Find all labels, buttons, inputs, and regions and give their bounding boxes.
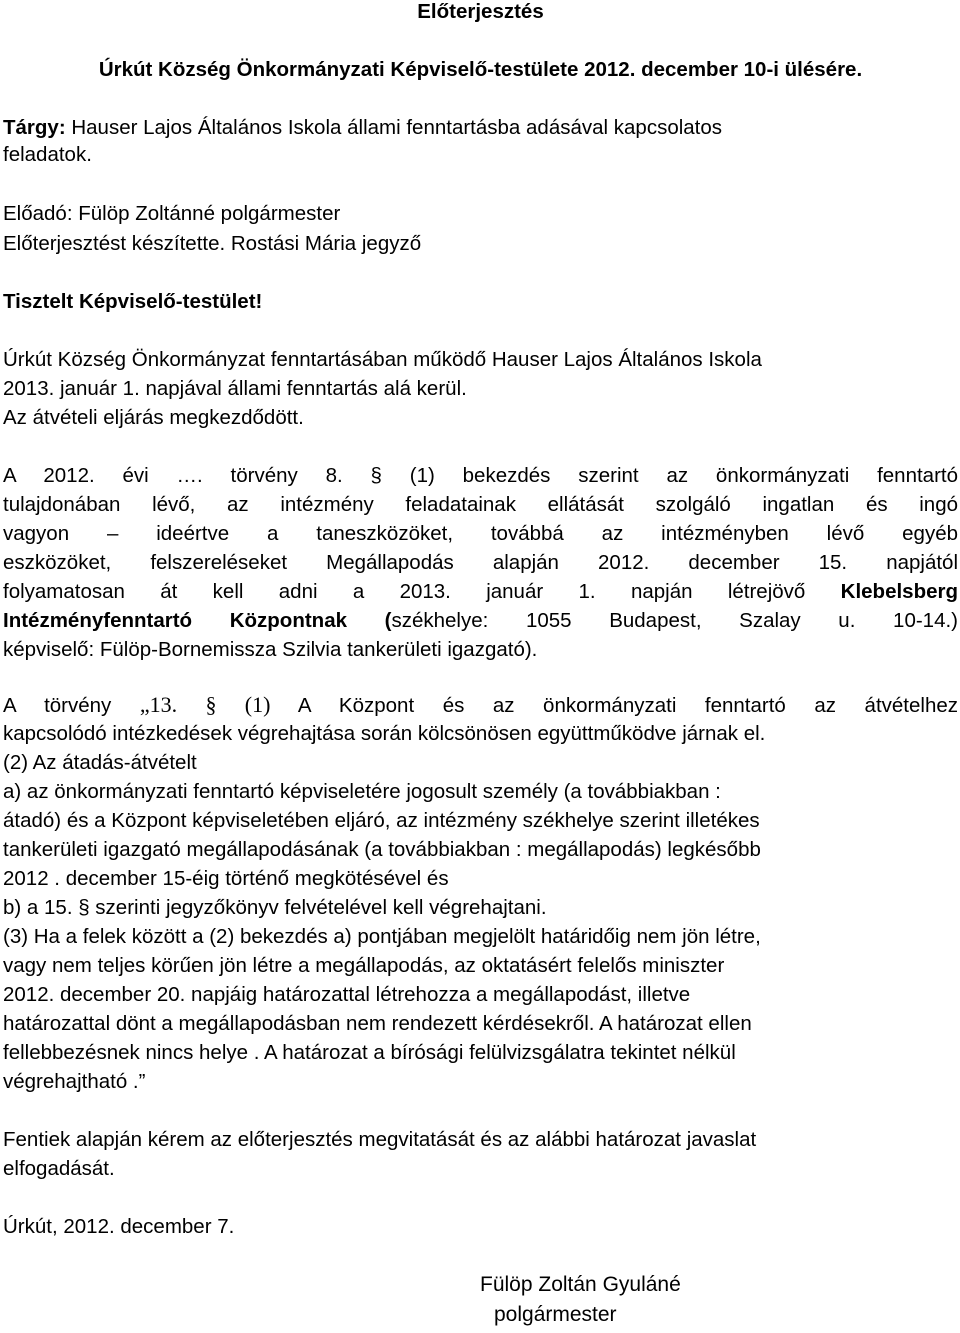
signatory-name: Fülöp Zoltán Gyuláné bbox=[480, 1273, 681, 1296]
paragraph-line bbox=[3, 580, 958, 604]
paragraph-line: kapcsolódó intézkedések végrehajtása során kölcsönösen együttműködve járnak el. bbox=[3, 722, 766, 745]
paragraph-line bbox=[3, 609, 958, 633]
signatory-title: polgármester bbox=[494, 1303, 617, 1326]
paragraph-text: A törvény bbox=[3, 694, 140, 717]
paragraph-line: eszközöket, felszereléseket Megállapodás alapján 2012. december 15. napjától bbox=[3, 551, 958, 574]
org-name-bold: Klebelsberg bbox=[805, 580, 958, 603]
paragraph-line: vagy nem teljes körűen jön létre a megállapodás, az oktatásért felelős miniszter bbox=[3, 954, 725, 977]
paragraph-line bbox=[3, 693, 958, 718]
paragraph-text: A Központ és az önkormányzati fenntartó az átvételhez bbox=[270, 694, 958, 717]
salutation: Tisztelt Képviselő-testület! bbox=[3, 290, 263, 313]
paragraph-line: 2012 . december 15-éig történő megkötésével és bbox=[3, 867, 449, 890]
subject-line bbox=[3, 116, 958, 140]
paragraph-line: határozattal dönt a megállapodásban nem rendezett kérdésekről. A határozat ellen bbox=[3, 1012, 752, 1035]
paragraph-line: b) a 15. § szerinti jegyzőkönyv felvételével kell végrehajtani. bbox=[3, 896, 547, 919]
paragraph-line: Úrkút Község Önkormányzat fenntartásában működő Hauser Lajos Általános Iskola bbox=[3, 348, 762, 371]
document-title: Előterjesztés bbox=[417, 0, 544, 23]
paragraph-line: 2013. január 1. napjával állami fenntartás alá kerül. bbox=[3, 377, 467, 400]
paragraph-line: vagyon – ideértve a taneszközöket, továbbá az intézményben lévő egyéb bbox=[3, 522, 958, 545]
paragraph-text: folyamatosan át kell adni a 2013. január 1. napján létrejövő bbox=[3, 580, 806, 603]
paragraph-line: fellebbezésnek nincs helye . A határozat a bírósági felülvizsgálatra tekintet nélkül bbox=[3, 1041, 736, 1064]
paragraph-line: 2012. december 20. napjáig határozattal létrehozza a megállapodást, illetve bbox=[3, 983, 691, 1006]
paragraph-line: a) az önkormányzati fenntartó képviseletére jogosult személy (a továbbiakban : bbox=[3, 780, 721, 803]
paragraph-line: végrehajtható .” bbox=[3, 1070, 146, 1093]
place-date: Úrkút, 2012. december 7. bbox=[3, 1215, 235, 1238]
subject-line-2: feladatok. bbox=[3, 143, 92, 166]
paragraph-line: (2) Az átadás-átvételt bbox=[3, 751, 197, 774]
paragraph-line: tankerületi igazgató megállapodásának (a továbbiakban : megállapodás) legkésőbb bbox=[3, 838, 761, 861]
org-name-bold: Intézményfenntartó Központnak ( bbox=[3, 609, 392, 632]
paragraph-line: átadó) és a Központ képviseletében eljáró, az intézmény székhelye szerint illetékes bbox=[3, 809, 760, 832]
paragraph-line: tulajdonában lévő, az intézmény feladatainak ellátását szolgáló ingatlan és ingó bbox=[3, 493, 958, 516]
paragraph-line: A 2012. évi …. törvény 8. § (1) bekezdés szerint az önkormányzati fenntartó bbox=[3, 464, 958, 487]
subject-label: Tárgy: bbox=[3, 116, 66, 139]
section-reference: „13. § (1) bbox=[139, 692, 271, 717]
presenter-line: Előadó: Fülöp Zoltánné polgármester bbox=[3, 202, 341, 225]
meeting-line: Úrkút Község Önkormányzati Képviselő-testülete 2012. december 10-i ülésére. bbox=[98, 58, 863, 81]
paragraph-line: képviselő: Fülöp-Bornemissza Szilvia tankerületi igazgató). bbox=[3, 638, 538, 661]
paragraph-text: székhelye: 1055 Budapest, Szalay u. 10-14.) bbox=[391, 609, 958, 632]
paragraph-line: (3) Ha a felek között a (2) bekezdés a) pontjában megjelölt határidőig nem jön létre, bbox=[3, 925, 761, 948]
subject-text: Hauser Lajos Általános Iskola állami fenntartásba adásával kapcsolatos bbox=[65, 116, 723, 139]
paragraph-line: elfogadását. bbox=[3, 1157, 115, 1180]
prepared-by-line: Előterjesztést készítette. Rostási Mária jegyző bbox=[3, 232, 422, 255]
paragraph-line: Az átvételi eljárás megkezdődött. bbox=[3, 406, 304, 429]
paragraph-line: Fentiek alapján kérem az előterjesztés megvitatását és az alábbi határozat javaslat bbox=[3, 1128, 757, 1151]
